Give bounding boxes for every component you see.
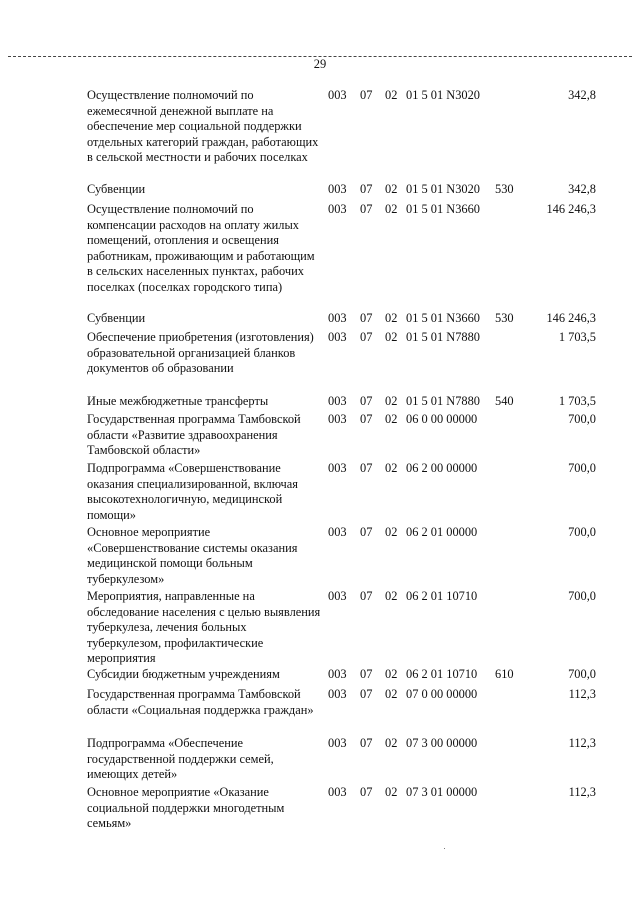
row-name: Государственная программа Тамбовской области «Развитие здравоохранения Тамбовской области» [87,412,301,458]
row-expense-type: 530 [495,182,514,196]
row-admin-code: 003 [328,182,347,196]
row-admin-code: 003 [328,311,347,325]
row-target-article: 07 0 00 00000 [406,687,478,701]
row-admin-code: 003 [328,525,347,539]
row-section: 07 [360,412,373,426]
row-target-article: 06 2 01 00000 [406,525,478,539]
row-amount: 700,0 [568,461,596,475]
row-amount: 1 703,5 [558,394,596,408]
row-amount: 342,8 [568,88,596,102]
row-section: 07 [360,525,373,539]
row-section: 07 [360,785,373,799]
row-admin-code: 003 [328,785,347,799]
row-amount: 112,3 [568,736,596,750]
row-subsection: 02 [385,182,398,196]
row-subsection: 02 [385,687,398,701]
row-amount: 112,3 [568,687,596,701]
row-target-article: 06 2 01 10710 [406,589,478,603]
row-subsection: 02 [385,202,398,216]
row-name: Подпрограмма «Обеспечение государственной поддержки семей, имеющих детей» [87,736,274,782]
row-subsection: 02 [385,394,398,408]
row-expense-type: 540 [495,394,514,408]
row-target-article: 01 5 01 N7880 [406,394,480,408]
row-amount: 146 246,3 [546,311,596,325]
row-name: Государственная программа Тамбовской области «Социальная поддержка граждан» [87,687,314,717]
row-admin-code: 003 [328,88,347,102]
row-target-article: 06 2 00 00000 [406,461,478,475]
row-amount: 700,0 [568,589,596,603]
row-section: 07 [360,736,373,750]
row-section: 07 [360,88,373,102]
row-target-article: 07 3 00 00000 [406,736,478,750]
row-name: Обеспечение приобретения (изготовления) образовательной организацией бланков документов об образовании [87,330,314,376]
row-subsection: 02 [385,88,398,102]
row-section: 07 [360,330,373,344]
row-section: 07 [360,667,373,681]
row-name: Осуществление полномочий по компенсации расходов на оплату жилых помещений, отопления и освещения работникам, проживающим и работающим в сельских населенных пунктах, рабочих поселках (поселках городского типа) [87,202,315,294]
row-section: 07 [360,461,373,475]
row-name: Осуществление полномочий по ежемесячной денежной выплате на обеспечение мер социальной поддержки отдельных категорий граждан, работающих в сельской местности и рабочих поселках [87,88,319,165]
row-section: 07 [360,589,373,603]
row-name: Субсидии бюджетным учреждениям [87,667,280,681]
row-name: Субвенции [87,182,146,196]
row-name: Иные межбюджетные трансферты [87,394,269,408]
row-subsection: 02 [385,461,398,475]
row-target-article: 01 5 01 N3660 [406,202,480,216]
row-section: 07 [360,202,373,216]
row-admin-code: 003 [328,687,347,701]
row-amount: 146 246,3 [546,202,596,216]
row-target-article: 06 0 00 00000 [406,412,478,426]
row-target-article: 01 5 01 N3020 [406,88,480,102]
page-number-text: 29 [308,57,333,71]
row-name: Подпрограмма «Совершенствование оказания специализированной, включая высокотехнологичную, медицинской помощи» [87,461,298,522]
row-target-article: 01 5 01 N7880 [406,330,480,344]
row-subsection: 02 [385,412,398,426]
row-admin-code: 003 [328,667,347,681]
scan-speck [444,848,445,849]
page-number [0,56,640,72]
row-amount: 700,0 [568,412,596,426]
row-target-article: 01 5 01 N3020 [406,182,480,196]
row-target-article: 06 2 01 10710 [406,667,478,681]
row-admin-code: 003 [328,202,347,216]
row-subsection: 02 [385,525,398,539]
row-admin-code: 003 [328,461,347,475]
row-section: 07 [360,394,373,408]
row-name: Основное мероприятие «Оказание социальной поддержки многодетным семьям» [87,785,285,831]
row-subsection: 02 [385,785,398,799]
row-section: 07 [360,182,373,196]
row-admin-code: 003 [328,412,347,426]
row-amount: 700,0 [568,525,596,539]
row-admin-code: 003 [328,394,347,408]
row-target-article: 07 3 01 00000 [406,785,478,799]
row-subsection: 02 [385,589,398,603]
row-expense-type: 610 [495,667,514,681]
row-name: Субвенции [87,311,146,325]
row-subsection: 02 [385,311,398,325]
row-name: Мероприятия, направленные на обследование населения с целью выявления туберкулеза, лечения больных туберкулезом, профилактические мероприятия [87,589,321,666]
row-target-article: 01 5 01 N3660 [406,311,480,325]
row-subsection: 02 [385,667,398,681]
row-admin-code: 003 [328,330,347,344]
row-amount: 342,8 [568,182,596,196]
row-amount: 112,3 [568,785,596,799]
row-name: Основное мероприятие «Совершенствование системы оказания медицинской помощи больным туберкулезом» [87,525,298,586]
row-subsection: 02 [385,330,398,344]
row-amount: 1 703,5 [558,330,596,344]
row-amount: 700,0 [568,667,596,681]
row-subsection: 02 [385,736,398,750]
row-admin-code: 003 [328,589,347,603]
row-expense-type: 530 [495,311,514,325]
row-section: 07 [360,687,373,701]
row-admin-code: 003 [328,736,347,750]
row-section: 07 [360,311,373,325]
